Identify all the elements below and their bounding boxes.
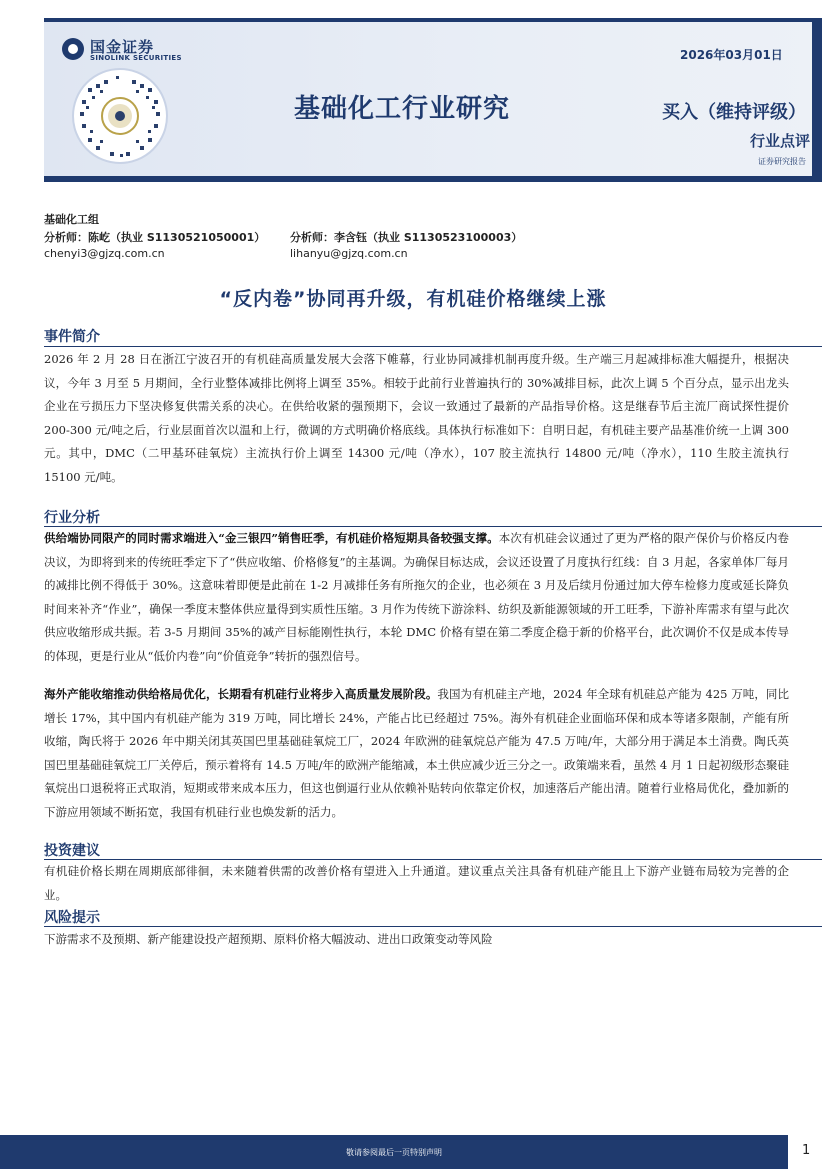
section-title-event: 事件简介	[44, 329, 100, 345]
analyst-1-email[interactable]: chenyi3@gjzq.com.cn	[44, 247, 165, 260]
analysis-paragraph-2	[44, 683, 789, 825]
report-date: 2026年03月01日	[680, 48, 783, 62]
report-headline: “反内卷”协同再升级，有机硅价格继续上涨	[219, 288, 607, 310]
header-bottom-strip	[44, 176, 822, 182]
section-title-risk: 风险提示	[44, 910, 100, 926]
analysis-p2-lead: 海外产能收缩推动供给格局优化，长期看有机硅行业将步入高质量发展阶段。	[44, 687, 438, 701]
analysis-p2-body: 我国为有机硅主产地，2024 年全球有机硅总产能为 425 万吨，同比增长 17%，其中国内有机硅产能为 319 万吨，同比增长 24%，产能占比已经超过 75%。海外有机硅企业面临环保和成本等诸多限制，产能有所收缩，陶氏将于 2026 年中期关闭其英国巴里基础硅氧烷工厂，2024 年欧洲的硅氧烷总产能为 47.5 万吨/年，大部分用于满足本土消费。陶氏英国巴里基础硅氧烷工厂关停后，预示着将有 14.5 万吨/年的欧洲产能缩减，本土供应减少近三分之一。政策端来看，虽然 4 月 1 日起初级形态聚硅氧烷出口退税将正式取消，短期或带来成本压力，但这也倒逼行业从依赖补贴转向依靠定价权，加速落后产能出清。随着行业格局优化，叠加新的下游应用领域不断拓宽，我国有机硅行业也焕发新的活力。	[44, 687, 789, 819]
report-type: 行业点评	[750, 132, 811, 150]
page-number: 1	[802, 1143, 811, 1158]
brand-name-en: SINOLINK SECURITIES	[90, 54, 182, 62]
rating-label: 买入（维持评级）	[662, 102, 806, 123]
brand-logo-icon	[62, 38, 84, 60]
section-title-advice: 投资建议	[44, 843, 100, 859]
footer-notice: 敬请参阅最后一页特别声明	[346, 1148, 442, 1157]
section-rule	[44, 346, 822, 347]
analyst-1: 分析师：陈屹（执业 S1130521050001）	[44, 231, 266, 244]
analyst-2-email[interactable]: lihanyu@gjzq.com.cn	[290, 247, 408, 260]
analyst-2: 分析师：李含钰（执业 S1130523100003）	[290, 231, 523, 244]
research-group: 基础化工组	[44, 213, 99, 226]
qr-code-icon	[70, 66, 170, 166]
analysis-p1-body: 本次有机硅会议通过了更为严格的限产保价与价格反内卷决议，为即将到来的传统旺季定下了“供应收缩、价格修复”的主基调。为确保目标达成，会议还设置了月度执行红线：自 3 月起，各家单体厂每月的减排比例不得低于 30%。这意味着即便是此前在 1-2 月减排任务有所拖欠的企业，也必须在 3 月及后续月份通过加大停车检修力度或延长降负时间来补齐“作业”，确保一季度末整体供应量得到实质性压缩。3 月作为传统下游涂料、纺织及新能源领域的开工旺季，下游补库需求有望与此次供应收缩形成共振。若 3-5 月期间 35%的减产目标能刚性执行，本轮 DMC 价格有望在第二季度企稳于新的价格平台，此次调价不仅是成本传导的体现，更是行业从“低价内卷”向“价值竞争”转折的强烈信号。	[44, 531, 790, 663]
event-paragraph: 2026 年 2 月 28 日在浙江宁波召开的有机硅高质量发展大会落下帷幕，行业协同减排机制再度升级。生产端三月起减排标准大幅提升，根据决议，今年 3 月至 5 月期间，全行业整体减排比例将上调至 35%。相较于此前行业普遍执行的 30%减排目标，此次上调 5 个百分点，显示出龙头企业在亏损压力下坚决修复供需关系的决心。在供给收紧的强预期下，会议一致通过了最新的产品指导价格。这是继春节后主流厂商试探性提价 200-300 元/吨之后，行业层面首次以温和上行，微调的方式明确价格底线。具体执行标准如下：自明日起，有机硅主要产品基准价统一上调 300 元。其中，DMC（二甲基环硅氧烷）主流执行价上调至 14300 元/吨（净水），107 胶主流执行 14800 元/吨（净水），110 生胶主流执行 15100 元/吨。	[44, 352, 789, 484]
advice-paragraph: 有机硅价格长期在周期底部徘徊，未来随着供需的改善价格有望进入上升通道。建议重点关注具备有机硅产能且上下游产业链布局较为完善的企业。	[44, 864, 789, 902]
header-right-bar	[812, 18, 822, 182]
analysis-p1-lead: 供给端协同限产的同时需求端进入“金三银四”销售旺季，有机硅价格短期具备较强支撑。	[44, 531, 499, 545]
brand-name: 国金证券	[90, 38, 155, 56]
analysis-paragraph-1	[44, 527, 789, 669]
report-title: 基础化工行业研究	[294, 94, 511, 124]
risk-paragraph: 下游需求不及预期、新产能建设投产超预期、原料价格大幅波动、进出口政策变动等风险	[44, 932, 493, 946]
section-title-analysis: 行业分析	[44, 510, 100, 526]
section-rule	[44, 926, 822, 927]
header-top-strip	[44, 18, 822, 22]
report-kind: 证券研究报告	[758, 157, 806, 166]
